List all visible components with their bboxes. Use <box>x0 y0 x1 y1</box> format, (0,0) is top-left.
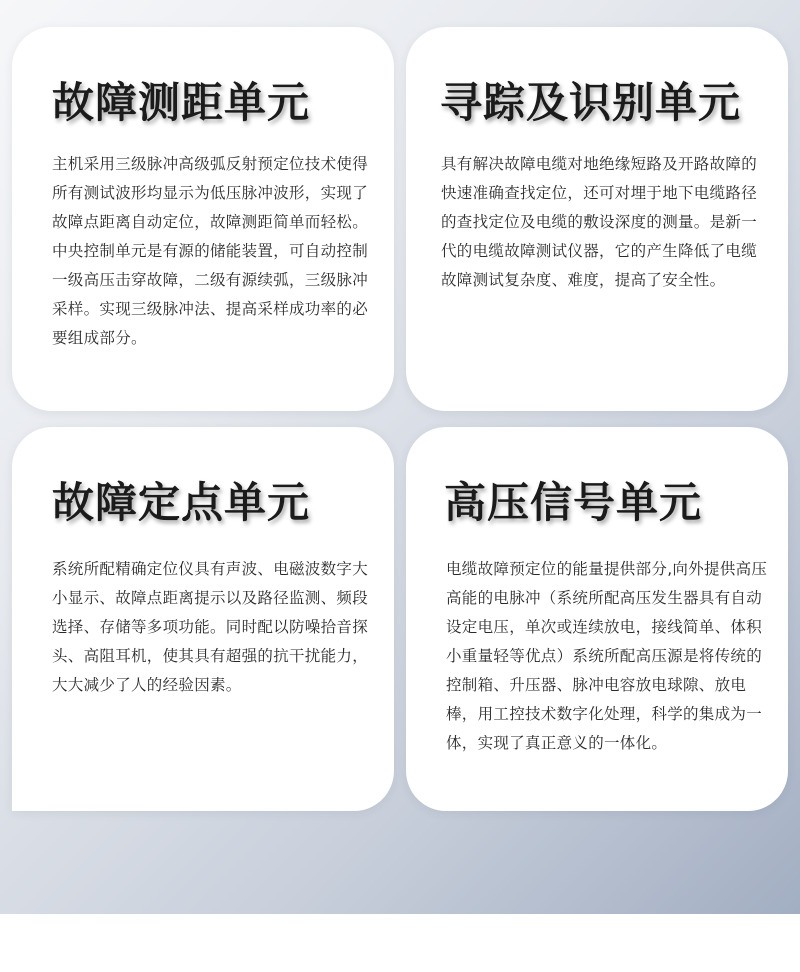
card-title: 故障测距单元 <box>52 78 311 127</box>
card-description: 具有解决故障电缆对地绝缘短路及开路故障的快速准确查找定位，还可对埋于地下电缆路径的查找定位及电缆的敷设深度的测量。是新一代的电缆故障测试仪器，它的产生降低了电缆故障测试复杂度、难度，提高了安全性。 <box>441 155 758 289</box>
card-description: 主机采用三级脉冲高级弧反射预定位技术使得所有测试波形均显示为低压脉冲波形，实现了故障点距离自动定位，故障测距简单而轻松。中央控制单元是有源的储能装置，可自动控制一级高压击穿故障，二级有源续弧，三级脉冲采样。实现三级脉冲法、提高采样成功率的必要组成部分。 <box>52 155 369 347</box>
card-fault-ranging-unit <box>12 27 394 411</box>
card-fault-pinpoint-unit <box>12 427 394 811</box>
card-title: 故障定点单元 <box>52 478 311 527</box>
card-description: 系统所配精确定位仪具有声波、电磁波数字大小显示、故障点距离提示以及路径监测、频段选择、存储等多项功能。同时配以防噪拾音探头、高阻耳机，使其具有超强的抗干扰能力，大大减少了人的经验因素。 <box>52 560 369 694</box>
card-tracing-identification-unit <box>406 27 788 411</box>
card-high-voltage-signal-unit <box>406 427 788 811</box>
card-title: 高压信号单元 <box>444 478 703 527</box>
card-description: 电缆故障预定位的能量提供部分,向外提供高压高能的电脉冲（系统所配高压发生器具有自动设定电压，单次或连续放电，接线简单、体积小重量轻等优点）系统所配高压源是将传统的控制箱、升压器、脉冲电容放电球隙、放电棒，用工控技术数字化处理，科学的集成为一体，实现了真正意义的一体化。 <box>446 560 768 752</box>
bottom-white-strip <box>0 914 800 972</box>
card-title: 寻踪及识别单元 <box>440 78 742 127</box>
